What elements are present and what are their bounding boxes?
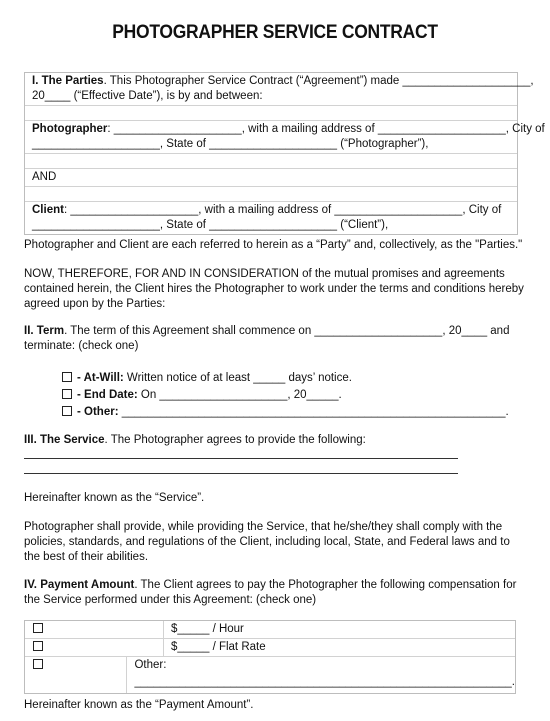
client-row bbox=[25, 201, 517, 234]
payment-option-hour: $_____ / Hour bbox=[171, 623, 244, 635]
parties-spacer bbox=[25, 186, 517, 201]
parties-heading: I. The Parties bbox=[32, 75, 104, 87]
parties-intro-text: . This Photographer Service Contract (“Agreement”) made ____________________, bbox=[103, 75, 534, 87]
photographer-line-1: : ____________________, with a mailing address of ____________________, City of bbox=[107, 123, 545, 135]
term-option-label: - End Date: bbox=[77, 389, 138, 401]
checkbox-icon[interactable] bbox=[33, 641, 43, 651]
term-option-text: ____________________________________________________________. bbox=[118, 406, 509, 418]
payment-option-other: Other: bbox=[134, 659, 167, 671]
payment-row-other bbox=[25, 656, 515, 693]
checkbox-icon[interactable] bbox=[62, 372, 72, 382]
term-option-text: On ____________________, 20_____. bbox=[137, 389, 342, 401]
and-label: AND bbox=[32, 171, 57, 183]
photographer-label: Photographer bbox=[32, 123, 108, 135]
and-row bbox=[25, 168, 517, 186]
service-known-as: Hereinafter known as the “Service”. bbox=[24, 492, 205, 504]
document-title: PHOTOGRAPHER SERVICE CONTRACT bbox=[112, 22, 438, 43]
term-option-other[interactable] bbox=[62, 404, 509, 421]
term-section bbox=[24, 324, 524, 354]
client-line-1: : ____________________, with a mailing address of ____________________, City of bbox=[63, 204, 502, 216]
term-option-text: Written notice of at least _____ days’ notice. bbox=[123, 372, 352, 384]
checkbox-icon[interactable] bbox=[62, 389, 72, 399]
term-option-end-date[interactable] bbox=[62, 387, 502, 404]
payment-row-flat bbox=[25, 638, 515, 656]
service-section bbox=[24, 433, 524, 448]
service-blank-line-1[interactable] bbox=[24, 458, 458, 459]
parties-row-intro bbox=[25, 73, 534, 105]
payment-option-flat: $_____ / Flat Rate bbox=[171, 641, 266, 653]
payment-known-as: Hereinafter known as the “Payment Amount”. bbox=[24, 699, 254, 711]
service-compliance: Photographer shall provide, while providing the Service, that he/she/they shall comply with the policies, standards, and regulations of the Client, including local, State, and Federal laws and to the best of their abilities. bbox=[24, 521, 510, 563]
payment-other-line[interactable]: ___________________________________________________________. bbox=[134, 676, 515, 688]
term-heading: II. Term bbox=[24, 325, 65, 337]
parties-spacer bbox=[25, 105, 517, 120]
parties-spacer bbox=[25, 153, 517, 168]
term-option-label: - Other: bbox=[77, 406, 119, 418]
checkbox-icon[interactable] bbox=[33, 659, 43, 669]
service-text: . The Photographer agrees to provide the following: bbox=[104, 434, 366, 446]
service-blank-line-2[interactable] bbox=[24, 473, 458, 474]
effective-date-line: 20____ (“Effective Date”), is by and between: bbox=[32, 90, 263, 102]
term-text: . The term of this Agreement shall commence on ____________________, 20____ and terminate: (check one) bbox=[24, 325, 510, 352]
client-label: Client bbox=[32, 204, 64, 216]
term-option-label: - At-Will: bbox=[77, 372, 124, 384]
payment-table bbox=[24, 620, 516, 694]
payment-row-hour bbox=[25, 621, 515, 638]
parties-table bbox=[24, 72, 545, 235]
checkbox-icon[interactable] bbox=[33, 623, 43, 633]
term-options bbox=[62, 370, 509, 421]
photographer-row bbox=[25, 120, 545, 153]
payment-text: . The Client agrees to pay the Photographer the following compensation for the Service performed under this Agreement: (check one) bbox=[24, 579, 517, 606]
checkbox-icon[interactable] bbox=[62, 406, 72, 416]
payment-section bbox=[24, 578, 524, 608]
consideration-paragraph: NOW, THEREFORE, FOR AND IN CONSIDERATION of the mutual promises and agreements contained herein, the Client hires the Photographer to work under the terms and conditions hereby agreed upon by the Parties: bbox=[24, 268, 524, 310]
photographer-line-2: ____________________, State of ____________________ (“Photographer”), bbox=[32, 138, 429, 150]
payment-heading: IV. Payment Amount bbox=[24, 579, 135, 591]
term-option-at-will[interactable] bbox=[62, 370, 502, 387]
party-definition: Photographer and Client are each referred to herein as a “Party” and, collectively, as the "Parties." bbox=[24, 239, 523, 251]
service-heading: III. The Service bbox=[24, 434, 105, 446]
client-line-2: ____________________, State of ____________________ (“Client”), bbox=[32, 219, 389, 231]
